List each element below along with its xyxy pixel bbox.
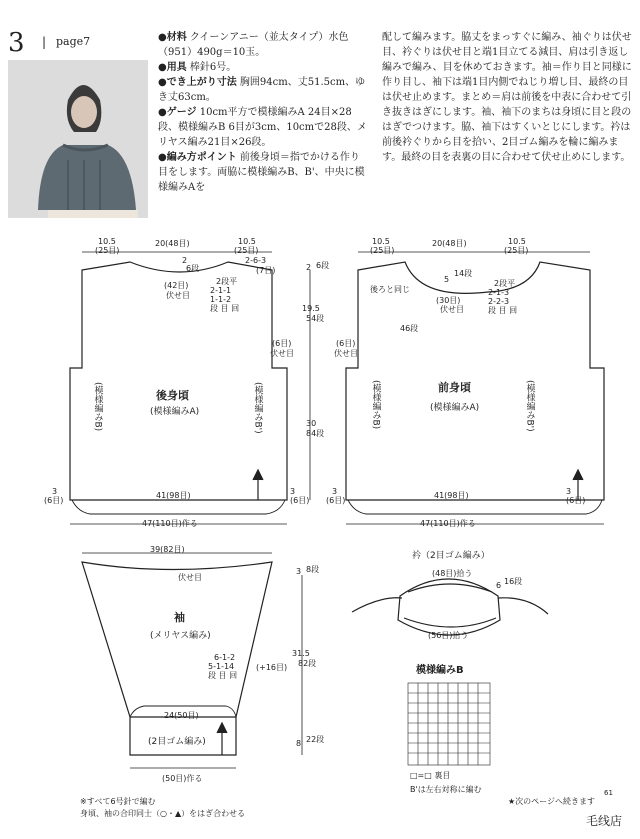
back-armhole-bind-label: 伏せ目: [270, 349, 294, 358]
front-top-center: 20(48目): [432, 239, 467, 248]
back-top-left-dim: 10.5: [98, 237, 116, 246]
front-neck-dec-0: 2段平: [494, 279, 516, 288]
pattern-b-title: 模様編みB: [416, 665, 464, 676]
back-cast-on: 47(110目)作る: [142, 519, 198, 528]
front-armhole-bind: (6目): [336, 339, 356, 348]
sleeve-cast-on: (50目)作る: [162, 774, 203, 783]
back-neck-dec-1: 2-1-1: [210, 286, 232, 295]
watermark-logo: 毛线店: [585, 814, 622, 828]
back-side-top: 2: [306, 263, 312, 272]
sleeve-cuff-len: 8: [296, 739, 302, 748]
front-neck-bind-label: 伏せ目: [440, 305, 464, 314]
back-body-len: 30: [306, 419, 317, 428]
collar-title: 衿（2目ゴム編み）: [412, 551, 490, 561]
collar-height: 6: [496, 581, 502, 590]
back-neck-depth-rows: 6段: [186, 264, 200, 273]
back-neck-dec-2: 1-1-2: [210, 295, 232, 304]
sleeve-cuff-top: 24(50目): [164, 711, 199, 720]
collar-bottom: (56目)拾う: [428, 631, 469, 640]
front-side-b2: (模様編みB'): [524, 380, 535, 432]
back-top-left-st: (25目): [95, 246, 120, 255]
back-side-b: (模様編みB): [92, 382, 103, 432]
collar-height-rows: 16段: [504, 577, 523, 586]
front-neck-depth: 5: [444, 275, 450, 284]
back-shoulder-st: (7目): [256, 266, 276, 275]
continued-note: ★次のページへ続きます: [508, 797, 596, 806]
front-depth-rows: 46段: [400, 324, 419, 333]
back-body-rows: 84段: [306, 429, 325, 438]
front-hem-side-r: 3: [566, 487, 572, 496]
front-neck-dec-3: 段 目 回: [488, 306, 518, 315]
header-separator: |: [42, 35, 47, 49]
back-hem-side-st-r: (6目): [290, 496, 310, 505]
sleeve-bind-label: 伏せ目: [178, 573, 202, 582]
sleeve-top-depth: 3: [296, 567, 302, 576]
sleeve-length-rows: 82段: [298, 659, 317, 668]
front-neck-dec-2: 2-2-3: [488, 297, 510, 306]
front-hem-side: 3: [332, 487, 338, 496]
sleeve-cuff-name: (2目ゴム編み): [148, 737, 206, 747]
tools-line: ●用具 棒針6号。: [158, 62, 237, 73]
front-top-left-dim: 10.5: [372, 237, 390, 246]
sleeve-pattern: (メリヤス編み): [150, 631, 211, 641]
footer-note-2: 身頃、袖の合印同士（○・▲）をはぎ合わせる: [80, 809, 246, 818]
collar-top: (48目)拾う: [432, 569, 473, 578]
back-armhole: 19.5: [302, 304, 320, 313]
back-hem-side-st: (6目): [44, 496, 64, 505]
back-neck-bind-label: 伏せ目: [166, 291, 190, 300]
front-top-right-st: (25目): [504, 246, 529, 255]
sleeve-inc-total: (+16目): [256, 663, 288, 672]
sleeve-outline: [82, 562, 272, 755]
front-top-left-st: (25目): [370, 246, 395, 255]
sleeve-inc-2: 段 目 回: [208, 671, 238, 680]
back-top-center: 20(48目): [155, 239, 190, 248]
back-armhole-bind: (6目): [272, 339, 292, 348]
page-reference: page7: [56, 35, 91, 48]
back-hem: 41(98目): [156, 491, 191, 500]
back-hem-side-r: 3: [290, 487, 296, 496]
page-number: 3: [8, 28, 25, 58]
back-top-right-st: (25目): [234, 246, 259, 255]
size-line: ●でき上がり寸法 胸囲94cm、丈51.5cm、ゆき丈63cm。: [158, 77, 366, 103]
instructions-right: 配して編みます。脇丈をまっすぐに編み、袖ぐりは伏せ目、衿ぐりは伏せ目と端1目立てる減目、肩は引き返し編みで編み、目を休めておきます。袖＝作り目と同様に作り目し、袖下は端1目内側でねじり増し目、最終の目は伏せ止めます。まとめ＝肩は前後を中表に合わせて引き抜きはぎにします。袖、袖下のまちは身頃に目と段のはぎでつけます。脇、袖下はすくいとじにします。衿は前後衿ぐりから目を拾い、2目ゴム編みを輪に編みます。最終の目を表裏の目に合わせて伏せ止めにします。: [382, 32, 632, 163]
front-back-same: 後ろと同じ: [370, 285, 410, 294]
front-neck-dec-1: 2-1-3: [488, 288, 510, 297]
sleeve-inc-0: 6-1-2: [214, 653, 236, 662]
front-armhole-bind-label: 伏せ目: [334, 349, 358, 358]
back-armhole-rows: 54段: [306, 314, 325, 323]
front-body-outline: [346, 262, 604, 500]
small-page-number: 61: [604, 789, 613, 797]
points-line: ●編み方ポイント 前後身頃＝指でかける作り目をします。両脇に模様編みB、B'、中央に模様編みAを: [158, 152, 365, 193]
front-side-b: (模様編みB): [370, 380, 381, 430]
front-hem-side-st-r: (6目): [566, 496, 586, 505]
sleeve-top: 39(82目): [150, 545, 185, 554]
pattern-b-legend: □=□ 裏目: [410, 771, 451, 780]
back-pattern: (模様編みA): [150, 407, 200, 417]
sleeve-cuff-rows: 22段: [306, 735, 325, 744]
back-neck-depth: 2: [182, 256, 188, 265]
front-top-right-dim: 10.5: [508, 237, 526, 246]
front-hem-side-st: (6目): [326, 496, 346, 505]
back-neck-dec-0: 2段平: [216, 277, 238, 286]
back-top-right-dim: 10.5: [238, 237, 256, 246]
front-neck-bind: (30目): [436, 296, 461, 305]
front-cast-on: 47(110目)作る: [420, 519, 476, 528]
sleeve-name: 袖: [174, 611, 185, 624]
back-name: 後身頃: [156, 389, 189, 402]
sleeve-top-depth-rows: 8段: [306, 565, 320, 574]
back-neck-bind: (42目): [164, 281, 189, 290]
back-neck-dec-3: 段 目 回: [210, 304, 240, 313]
back-side-top-rows: 6段: [316, 261, 330, 270]
sleeve-length: 31.5: [292, 649, 310, 658]
sleeve-inc-1: 5-1-14: [208, 662, 235, 671]
front-pattern: (模様編みA): [430, 403, 480, 413]
back-side-b2: (模様編みB'): [252, 382, 263, 434]
gauge-line: ●ゲージ 10cm平方で模様編みA 24目×28段、模様編みB 6目が3cm、10cmで28段、メリヤス編み21目×26段。: [158, 107, 367, 148]
front-name: 前身頃: [438, 381, 471, 394]
front-hem: 41(98目): [434, 491, 469, 500]
back-hem-side: 3: [52, 487, 58, 496]
materials-line: ●材料 クイーンアニー（並太タイプ）水色（951）490g＝10玉。: [158, 32, 349, 58]
front-neck-depth-rows: 14段: [454, 269, 473, 278]
back-shoulder-rule: 2-6-3: [245, 256, 267, 265]
pattern-b-note: B'は左右対称に編む: [410, 785, 482, 794]
footer-note-1: ※すべて6号針で編む: [80, 797, 156, 806]
